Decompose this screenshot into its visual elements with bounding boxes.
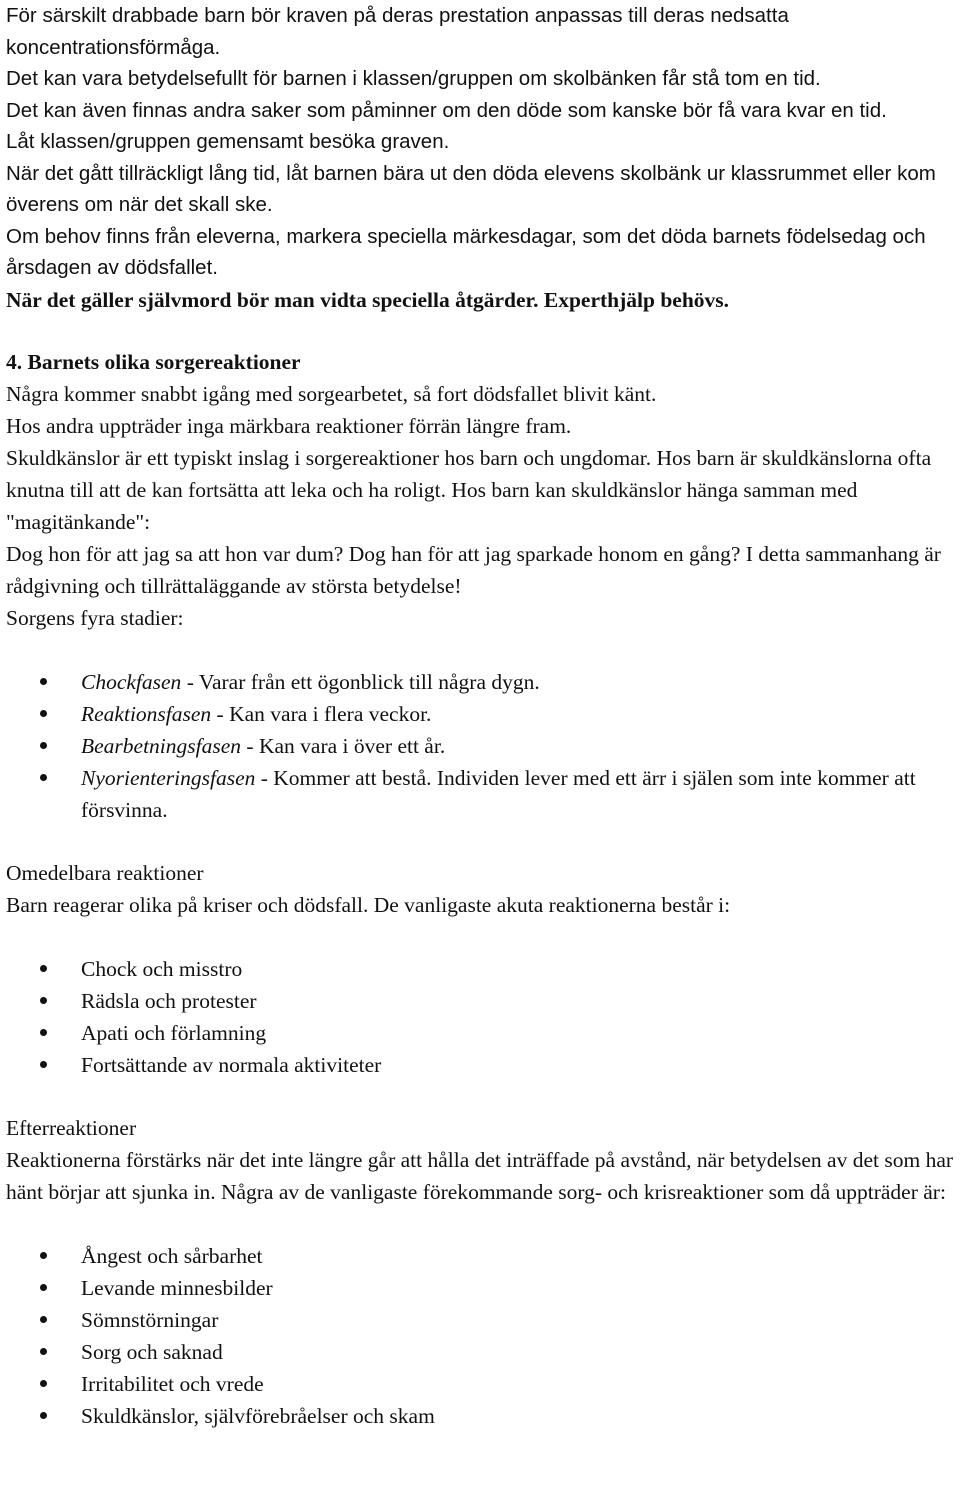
list-item (6, 730, 956, 762)
list-item (6, 698, 956, 730)
bullet-icon (40, 1284, 47, 1291)
list-item (6, 1272, 956, 1304)
spacer (6, 921, 956, 953)
intro-paragraph-2: Det kan vara betydelsefullt för barnen i klassen/gruppen om skolbänken får stå tom en tid. (6, 67, 821, 90)
stage-name: Chockfasen (81, 669, 182, 694)
list-item-text: Chock och misstro (81, 956, 243, 981)
spacer (6, 634, 956, 666)
intro-paragraph-4: Låt klassen/gruppen gemensamt besöka graven. (6, 130, 450, 153)
bullet-icon (40, 997, 47, 1004)
section-4-paragraph-1: Några kommer snabbt igång med sorgearbetet, så fort dödsfallet blivit känt. (6, 381, 657, 406)
spacer (6, 1081, 956, 1112)
intro-paragraph-1: För särskilt drabbade barn bör kraven på deras prestation anpassas till deras nedsatta koncentrationsförmåga. (6, 4, 789, 59)
stage-description: - Kan vara i flera veckor. (211, 701, 432, 726)
bullet-icon (40, 710, 47, 717)
bullet-icon (40, 742, 47, 749)
stage-name: Nyorienteringsfasen (81, 765, 256, 790)
list-item (6, 1400, 956, 1432)
bullet-icon (40, 1412, 47, 1419)
section-4-paragraph-3: Skuldkänslor är ett typiskt inslag i sorgereaktioner hos barn och ungdomar. Hos barn är skuldkänslorna ofta knutna till att de kan fortsätta att leka och ha roligt. Hos barn kan skuldkänslor hänga samman med "magitänkande": (6, 445, 932, 534)
spacer (6, 316, 956, 346)
bullet-icon (40, 1061, 47, 1068)
list-item-text: Sömnstörningar (81, 1307, 219, 1332)
document-page (6, 0, 956, 1432)
list-item-text: Apati och förlamning (81, 1020, 267, 1045)
bullet-icon (40, 1316, 47, 1323)
stage-description: - Kan vara i över ett år. (241, 733, 446, 758)
list-item (6, 985, 956, 1017)
bullet-icon (40, 678, 47, 685)
intro-paragraph-5: När det gått tillräckligt lång tid, låt barnen bära ut den döda elevens skolbänk ur klassrummet eller kom överens om när det skall ske. (6, 161, 936, 216)
stage-description: - Kommer att bestå. Individen lever med ett ärr i själen som inte kommer att försvinna. (81, 765, 916, 822)
list-item-text: Irritabilitet och vrede (81, 1371, 264, 1396)
list-item (6, 762, 956, 826)
list-item (6, 1049, 956, 1081)
list-item (6, 953, 956, 985)
stages-heading: Sorgens fyra stadier: (6, 605, 184, 630)
after-intro: Reaktionerna förstärks när det inte längre går att hålla det inträffade på avstånd, när betydelsen av det som har hänt börjar att sjunka in. Några av de vanligaste förekommande sorg- och krisreaktioner som då uppträder är: (6, 1147, 954, 1204)
bullet-icon (40, 1380, 47, 1387)
bullet-icon (40, 965, 47, 972)
suicide-note: När det gäller självmord bör man vidta speciella åtgärder. Experthjälp behövs. (6, 287, 730, 312)
spacer (6, 1208, 956, 1240)
list-item-text: Skuldkänslor, självförebråelser och skam (81, 1403, 435, 1428)
stages-list (6, 666, 956, 826)
after-heading: Efterreaktioner (6, 1115, 137, 1140)
list-item (6, 1240, 956, 1272)
spacer (6, 826, 956, 857)
intro-paragraph-3: Det kan även finnas andra saker som påminner om den döde som kanske bör få vara kvar en tid. (6, 98, 887, 122)
stage-name: Bearbetningsfasen (81, 733, 242, 758)
stage-name: Reaktionsfasen (81, 701, 212, 726)
section-4 (6, 346, 956, 1432)
list-item (6, 666, 956, 698)
section-4-heading: 4. Barnets olika sorgereaktioner (6, 349, 301, 374)
list-item (6, 1304, 956, 1336)
list-item-text: Levande minnesbilder (81, 1275, 273, 1300)
bullet-icon (40, 1252, 47, 1259)
list-item (6, 1017, 956, 1049)
list-item (6, 1336, 956, 1368)
immediate-list (6, 953, 956, 1081)
list-item-text: Sorg och saknad (81, 1339, 223, 1364)
stage-description: - Varar från ett ögonblick till några dygn. (181, 669, 540, 694)
intro-section (6, 0, 956, 284)
intro-paragraph-6: Om behov finns från eleverna, markera speciella märkesdagar, som det döda barnets födelsedag och årsdagen av dödsfallet. (6, 224, 926, 279)
list-item-text: Fortsättande av normala aktiviteter (81, 1052, 382, 1077)
immediate-intro: Barn reagerar olika på kriser och dödsfall. De vanligaste akuta reaktionerna består i: (6, 892, 731, 917)
bullet-icon (40, 774, 47, 781)
immediate-heading: Omedelbara reaktioner (6, 860, 204, 885)
list-item-text: Rädsla och protester (81, 988, 257, 1013)
after-list (6, 1240, 956, 1432)
list-item (6, 1368, 956, 1400)
list-item-text: Ångest och sårbarhet (81, 1243, 263, 1268)
bullet-icon (40, 1348, 47, 1355)
section-4-paragraph-4: Dog hon för att jag sa att hon var dum? Dog han för att jag sparkade honom en gång? I detta sammanhang är rådgivning och tillrättaläggande av största betydelse! (6, 541, 941, 598)
bullet-icon (40, 1029, 47, 1036)
section-4-paragraph-2: Hos andra uppträder inga märkbara reaktioner förrän längre fram. (6, 413, 572, 438)
